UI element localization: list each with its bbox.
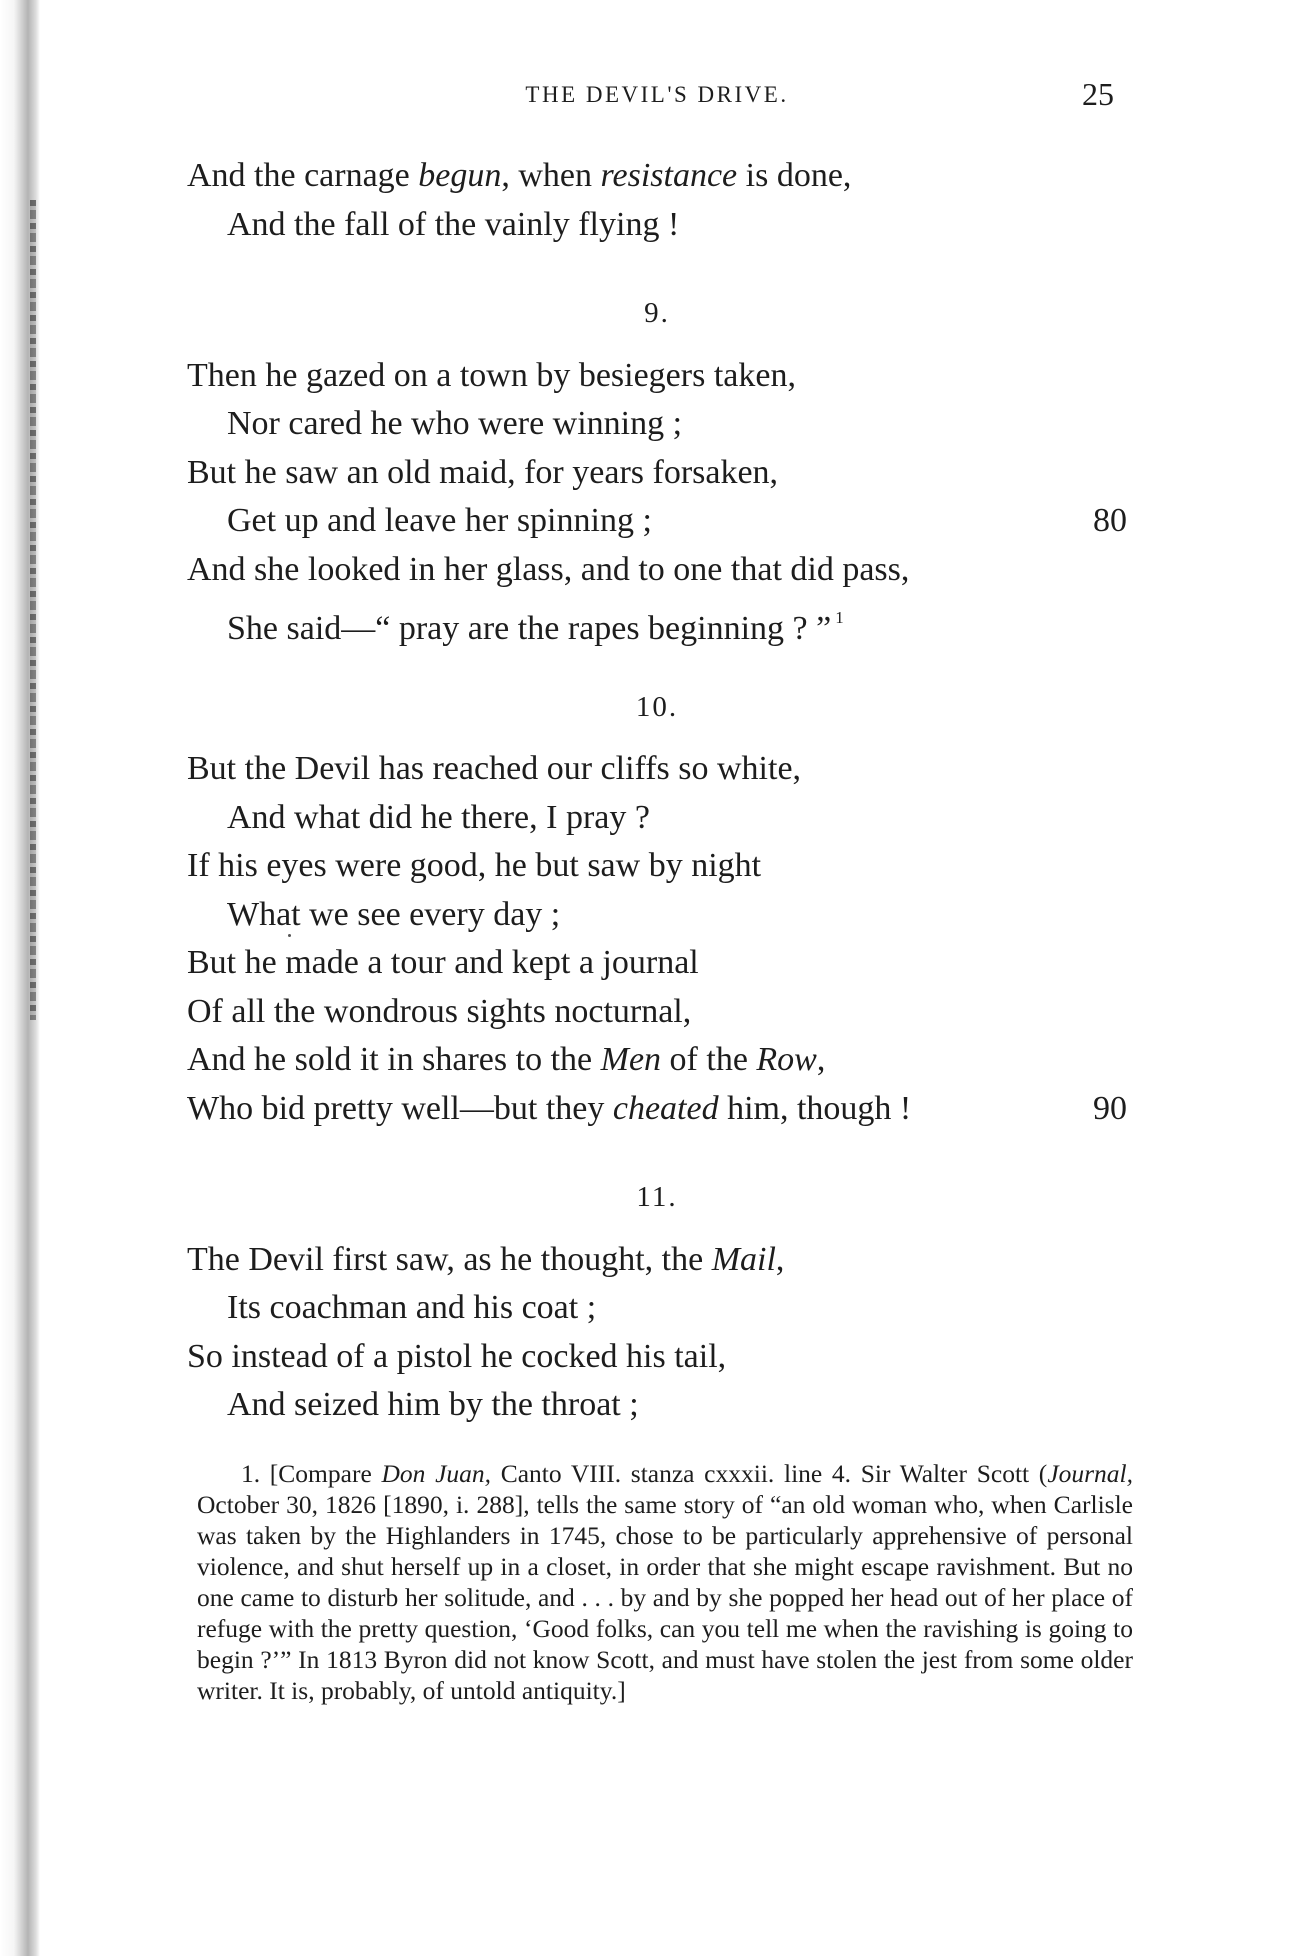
verse-line <box>187 201 1127 250</box>
verse-text: Who bid pretty well—but they <box>187 1089 613 1127</box>
page-binding-shadow <box>0 0 40 1956</box>
verse-line <box>187 497 1127 546</box>
page-header <box>0 76 1314 122</box>
binding-streak <box>30 200 36 1020</box>
verse-italic-text: resistance <box>600 157 738 194</box>
verse-text: But he saw an old maid, for years forsaken, <box>187 453 779 491</box>
stanza <box>187 289 1127 647</box>
verse-text: , <box>775 1240 785 1278</box>
verse-line <box>187 449 1127 498</box>
verse-line <box>187 1284 1127 1333</box>
verse-line <box>187 745 1127 794</box>
page-number: 25 <box>1082 76 1114 112</box>
verse-text: Nor cared he who were winning ; <box>227 405 683 442</box>
footnote-reference: 1 <box>835 608 844 627</box>
print-speck <box>288 934 291 937</box>
verse-line <box>187 1236 1127 1285</box>
stanza <box>187 1173 1127 1430</box>
verse-line <box>187 594 1127 647</box>
verse-italic-text: cheated <box>612 1089 719 1127</box>
footnote-text: Canto VIII. stanza cxxxii. line 4. Sir Walter Scott ( <box>491 1459 1048 1488</box>
poem-body <box>187 152 1127 1430</box>
verse-text: And the carnage <box>187 157 419 194</box>
verse-text: What we see every day ; <box>227 895 561 933</box>
verse-text: And she looked in her glass, and to one that did pass, <box>187 550 910 588</box>
verse-line <box>187 1085 1127 1134</box>
verse-italic-text: begun <box>418 157 502 194</box>
verse-italic-text: Row <box>756 1041 817 1078</box>
footnote-italic-text: Journal, <box>1047 1459 1134 1488</box>
footnote <box>197 1458 1133 1706</box>
verse-text: is done, <box>737 157 852 194</box>
verse-text: of the <box>661 1041 757 1078</box>
verse-text: Get up and leave her spinning ; <box>227 502 652 539</box>
verse-text: , when <box>501 157 601 194</box>
verse-text: If his eyes were good, he but saw by night <box>187 847 762 884</box>
verse-text: She said—“ pray are the rapes beginning ? ” <box>227 610 832 647</box>
verse-line <box>187 352 1127 401</box>
verse-line <box>187 1381 1127 1430</box>
verse-text: , <box>816 1041 826 1078</box>
verse-line <box>187 891 1127 940</box>
verse-italic-text: Men <box>600 1041 662 1078</box>
verse-text: But the Devil has reached our cliffs so white, <box>187 750 802 787</box>
verse-line <box>187 1333 1127 1382</box>
footnote-italic-text: Don Juan, <box>381 1459 492 1488</box>
verse-text: And what did he there, I pray ? <box>227 798 650 836</box>
verse-text: him, though ! <box>718 1089 912 1127</box>
verse-line <box>187 1036 1127 1085</box>
footnote-text: October 30, 1826 [1890, i. 288], tells the same story of “an old woman who, when Carlisle was taken by the Highlanders in 1745, chose to be particularly apprehensive of personal violence, and shut herself up in a closet, in order that she might escape ravishment. But no one came to disturb her solitude, and . . . by and by she popped her head out of her place of refuge with the pretty question, ‘Good folks, can you tell me when the ravishing is going to begin ?’” In 1813 Byron did not know Scott, and must have stolen the jest from some older writer. It is, probably, of untold antiquity.] <box>197 1490 1133 1705</box>
line-number: 90 <box>1093 1089 1127 1127</box>
stanza-number: 9. <box>644 297 670 329</box>
verse-text: But he made a tour and kept a journal <box>187 944 699 981</box>
verse-line <box>187 400 1127 449</box>
verse-line <box>187 152 1127 201</box>
line-number: 80 <box>1093 502 1127 539</box>
verse-text: And he sold it in shares to the <box>187 1041 601 1078</box>
verse-text: And seized him by the throat ; <box>227 1386 639 1423</box>
verse-text: Then he gazed on a town by besiegers taken, <box>187 356 796 394</box>
verse-line <box>187 794 1127 843</box>
stanza <box>187 683 1127 1134</box>
footnote-text: 1. [Compare <box>241 1459 382 1488</box>
verse-line <box>187 546 1127 595</box>
verse-line <box>187 988 1127 1037</box>
verse-italic-text: Mail <box>711 1240 776 1278</box>
stanza-number: 10. <box>635 690 679 723</box>
running-title: THE DEVIL'S DRIVE. <box>525 82 789 107</box>
verse-line <box>187 842 1127 891</box>
stanza-number: 11. <box>636 1181 678 1213</box>
verse-line <box>187 939 1127 988</box>
verse-text: And the fall of the vainly flying ! <box>227 205 680 243</box>
verse-text: Its coachman and his coat ; <box>227 1289 597 1326</box>
verse-text: Of all the wondrous sights nocturnal, <box>187 992 692 1030</box>
stanza <box>187 152 1127 249</box>
verse-text: So instead of a pistol he cocked his tail, <box>187 1337 727 1375</box>
verse-text: The Devil first saw, as he thought, the <box>187 1240 712 1278</box>
